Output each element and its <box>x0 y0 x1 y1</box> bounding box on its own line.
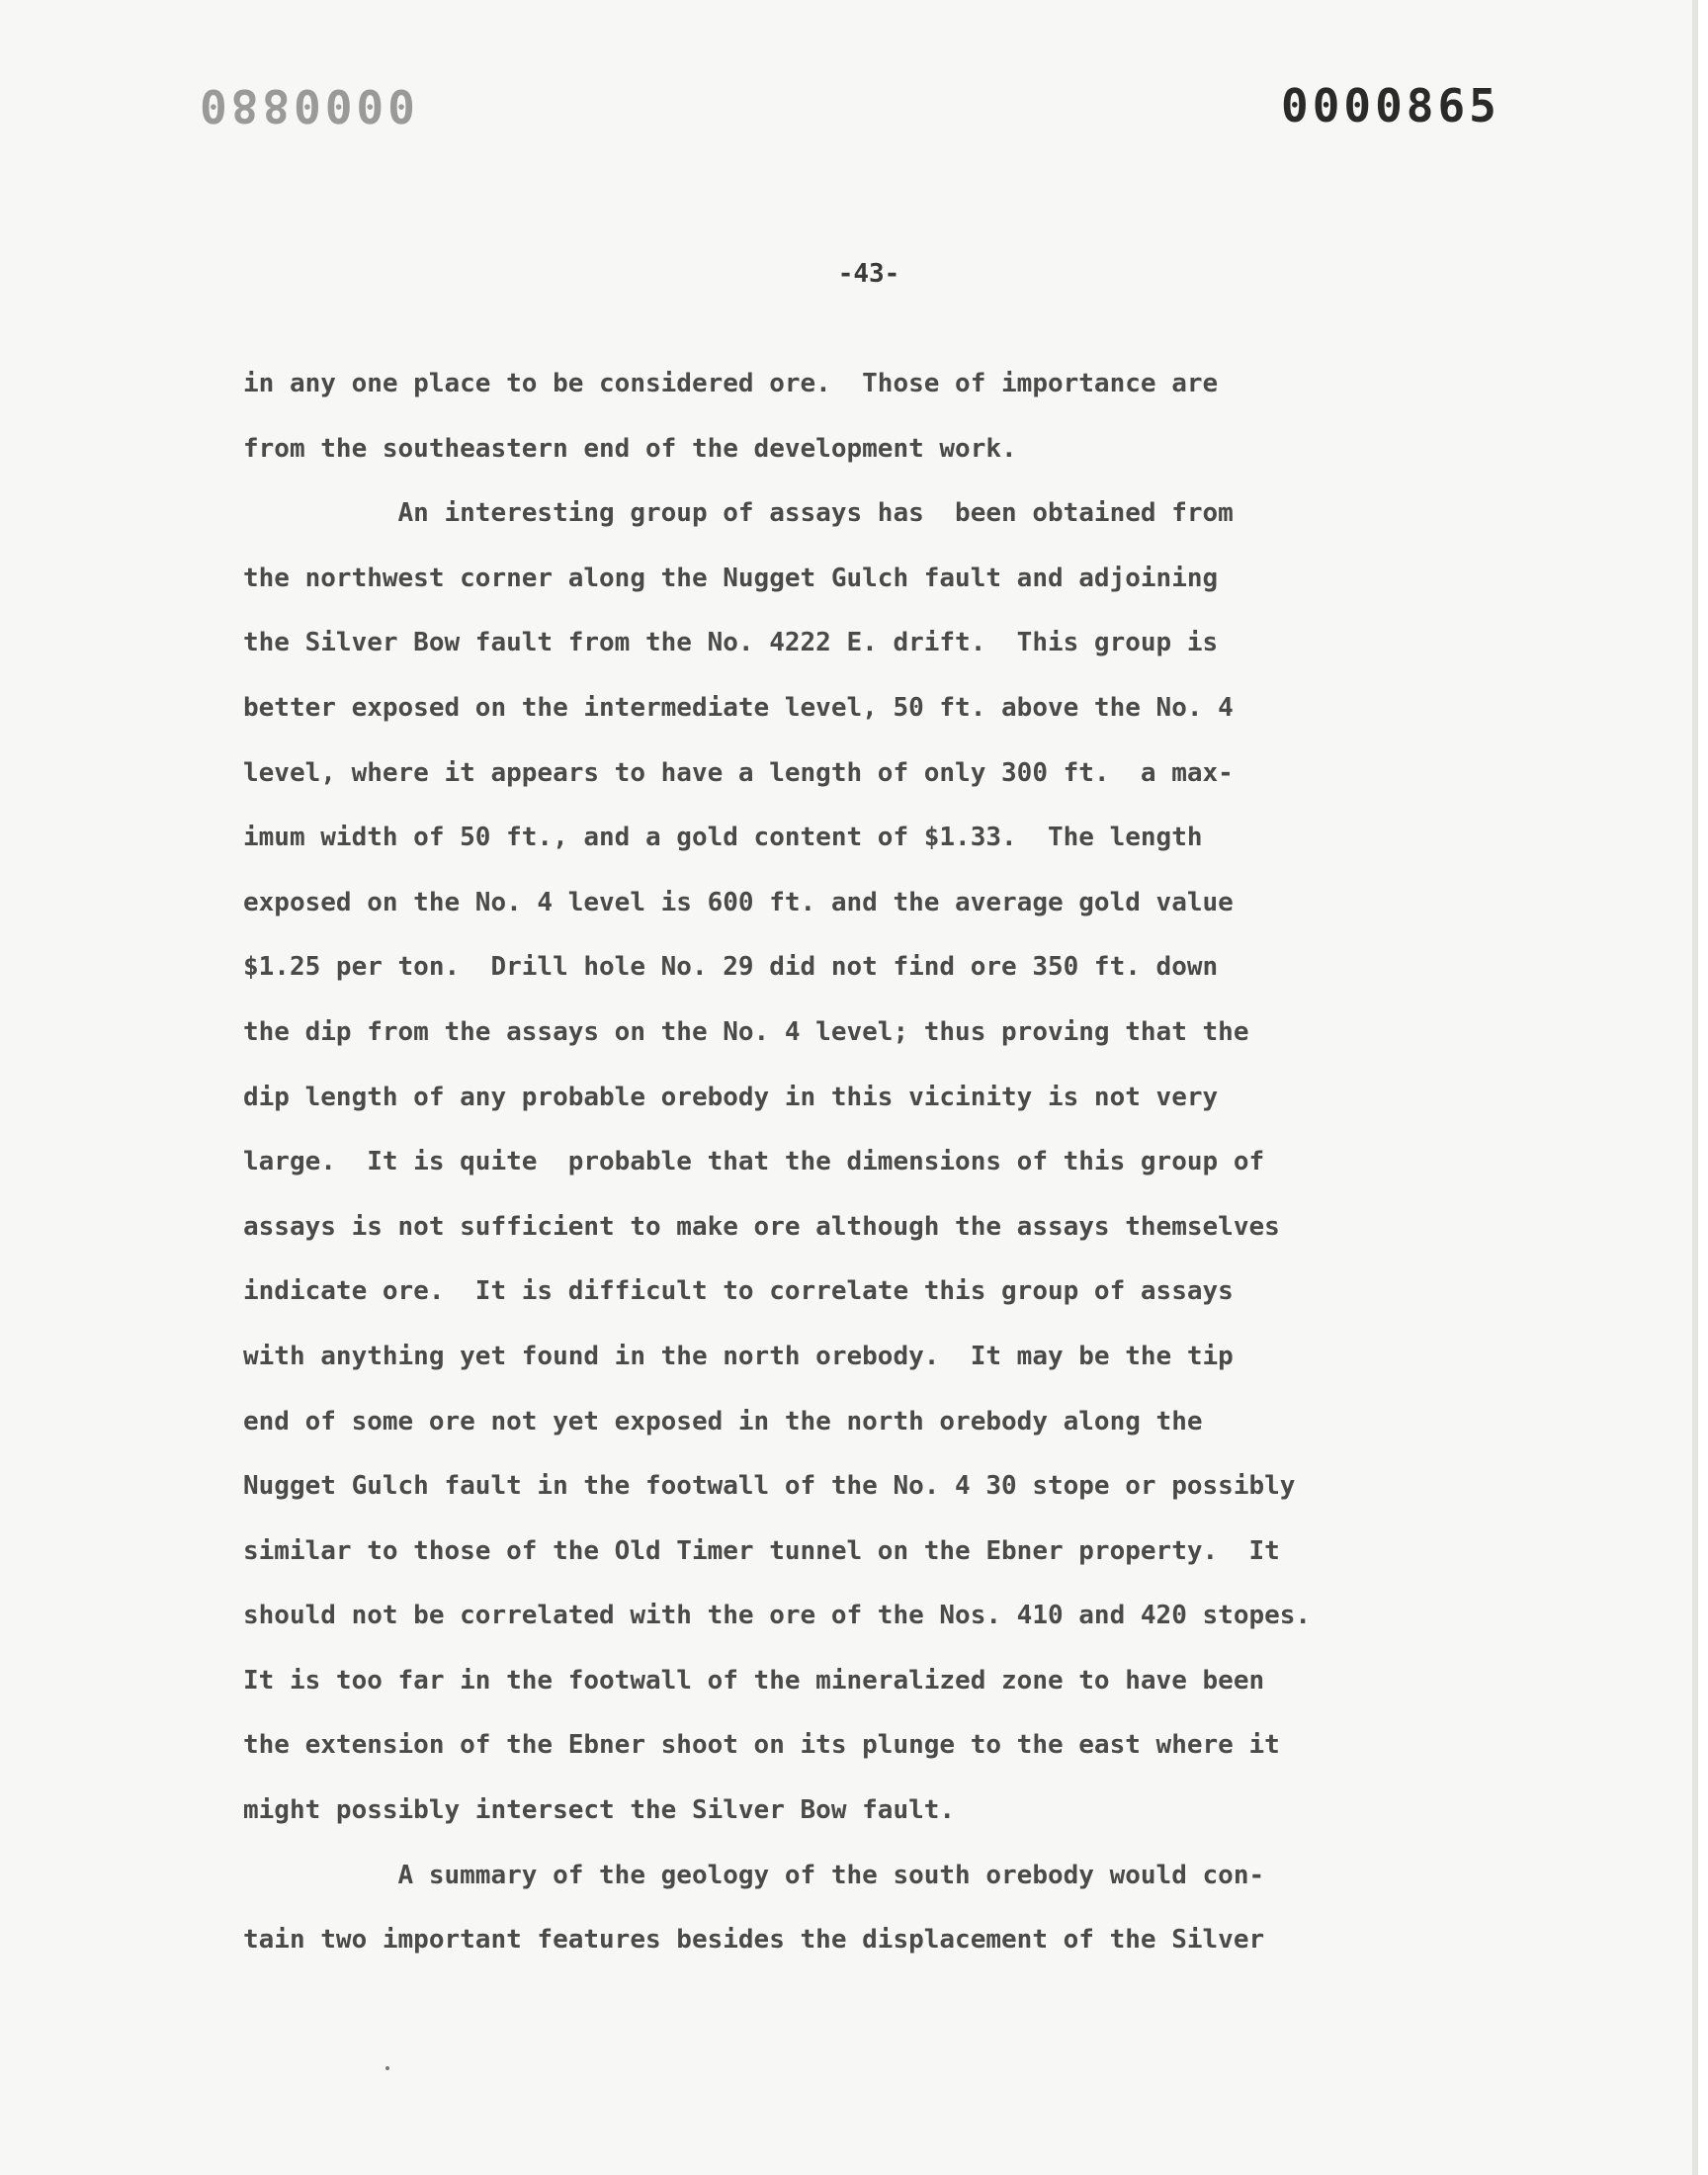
text-line: the extension of the Ebner shoot on its plunge to the east where it <box>243 1730 1280 1761</box>
text-line: exposed on the No. 4 level is 600 ft. and the average gold value <box>243 887 1234 917</box>
text-line: might possibly intersect the Silver Bow fault. <box>243 1795 956 1826</box>
text-line: indicate ore. It is difficult to correlate this group of assays <box>243 1276 1234 1307</box>
text-line: with anything yet found in the north orebody. It may be the tip <box>243 1341 1234 1371</box>
speck-mark <box>385 2066 389 2070</box>
text-line: assays is not sufficient to make ore although the assays themselves <box>243 1211 1280 1242</box>
text-line: the Silver Bow fault from the No. 4222 E. drift. This group is <box>243 628 1219 658</box>
page-number: -43- <box>837 259 900 289</box>
text-line: dip length of any probable orebody in this vicinity is not very <box>243 1082 1219 1112</box>
text-line: It is too far in the footwall of the mineralized zone to have been <box>243 1665 1265 1696</box>
text-line: should not be correlated with the ore of the Nos. 410 and 420 stopes. <box>243 1601 1312 1631</box>
text-line: the northwest corner along the Nugget Gulch fault and adjoining <box>243 563 1219 593</box>
text-line: $1.25 per ton. Drill hole No. 29 did not find ore 350 ft. down <box>243 952 1219 983</box>
text-line: large. It is quite probable that the dimensions of this group of <box>243 1147 1265 1177</box>
text-line: imum width of 50 ft., and a gold content of $1.33. The length <box>243 823 1203 853</box>
page-stamp-right: 0000865 <box>1281 79 1500 132</box>
text-line: better exposed on the intermediate level, 50 ft. above the No. 4 <box>243 692 1234 723</box>
text-line: A summary of the geology of the south orebody would con- <box>243 1860 1265 1890</box>
text-line: level, where it appears to have a length of only 300 ft. a max- <box>243 757 1234 788</box>
body-text <box>243 352 1587 1973</box>
text-line: end of some ore not yet exposed in the north orebody along the <box>243 1406 1203 1436</box>
text-line: in any one place to be considered ore. Those of importance are <box>243 369 1219 398</box>
text-line: tain two important features besides the displacement of the Silver <box>243 1925 1265 1956</box>
text-line: Nugget Gulch fault in the footwall of the No. 4 30 stope or possibly <box>243 1471 1296 1502</box>
page-stamp-left: 0000880 <box>196 79 415 132</box>
text-line: An interesting group of assays has been obtained from <box>243 498 1234 529</box>
text-line: from the southeastern end of the development work. <box>243 433 1017 464</box>
text-line: similar to those of the Old Timer tunnel on the Ebner property. It <box>243 1535 1280 1566</box>
text-line: the dip from the assays on the No. 4 level; thus proving that the <box>243 1016 1249 1047</box>
